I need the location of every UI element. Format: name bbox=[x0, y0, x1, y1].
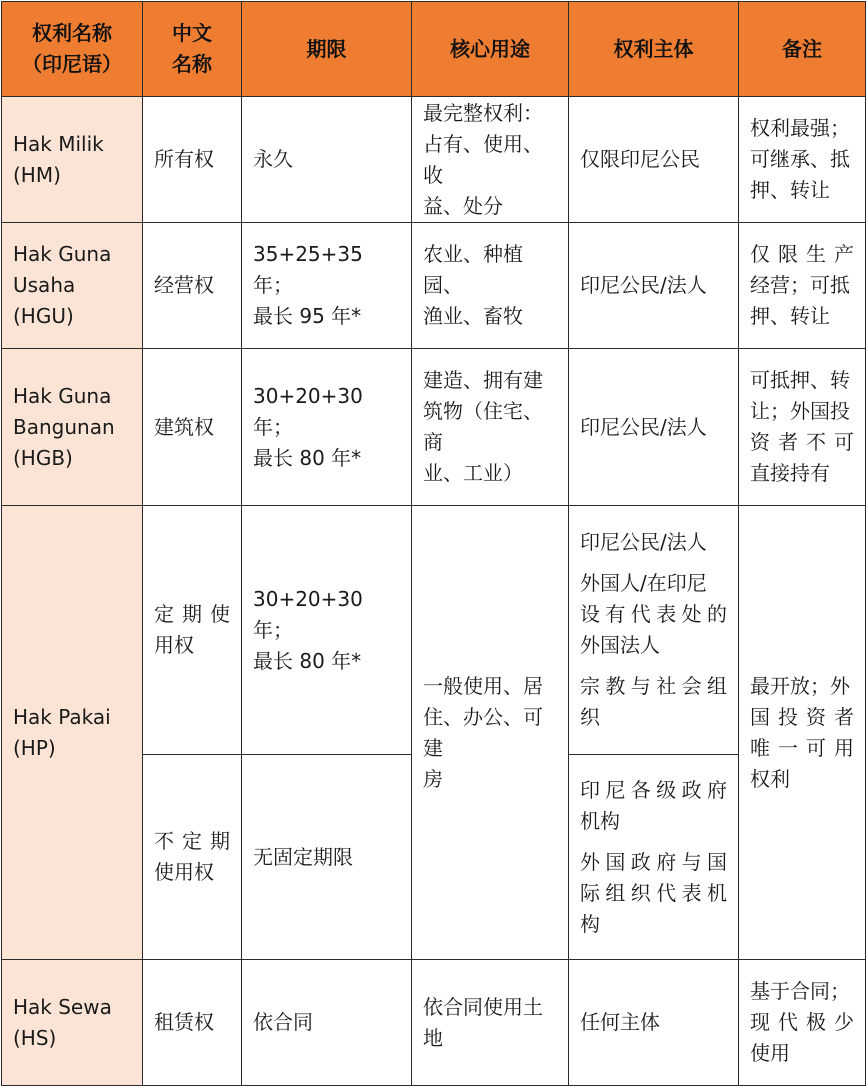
remarks-cell: 基于合同； 现代极少 使用 bbox=[739, 960, 866, 1086]
chinese-name-cell: 所有权 bbox=[143, 97, 242, 223]
core-use-cell: 农业、种植园、 渔业、畜牧 bbox=[412, 223, 569, 349]
subject-cell: 仅限印尼公民 bbox=[569, 97, 739, 223]
subject-list bbox=[580, 527, 727, 733]
subject-item: 外国政府与国 际组织代表机 构 bbox=[580, 849, 727, 936]
table-row-hm bbox=[2, 97, 866, 223]
subject-cell: 印尼公民/法人 bbox=[569, 223, 739, 349]
header-remarks: 备注 bbox=[739, 2, 866, 97]
right-name-cell: Hak Guna Usaha (HGU) bbox=[2, 223, 143, 349]
table-row-hp-fixed bbox=[2, 506, 866, 755]
remarks-cell: 可抵押、转 让；外国投 资者不可 直接持有 bbox=[739, 349, 866, 506]
chinese-name-cell: 经营权 bbox=[143, 223, 242, 349]
subject-item: 印尼各级政府 机构 bbox=[580, 777, 727, 833]
chinese-name-cell: 定期使 用权 bbox=[143, 506, 242, 755]
remarks-cell: 仅限生产 经营；可抵 押、转让 bbox=[739, 223, 866, 349]
term-cell: 30+20+30 年； 最长 80 年* bbox=[242, 349, 412, 506]
right-name-cell: Hak Guna Bangunan (HGB) bbox=[2, 349, 143, 506]
core-use-cell: 建造、拥有建 筑物（住宅、商 业、工业） bbox=[412, 349, 569, 506]
subject-cell bbox=[569, 506, 739, 755]
term-cell: 35+25+35 年； 最长 95 年* bbox=[242, 223, 412, 349]
header-row bbox=[2, 2, 866, 97]
header-chinese-name: 中文 名称 bbox=[143, 2, 242, 97]
subject-list bbox=[580, 775, 727, 940]
header-core-use: 核心用途 bbox=[412, 2, 569, 97]
term-cell: 30+20+30 年； 最长 80 年* bbox=[242, 506, 412, 755]
core-use-cell: 最完整权利： 占有、使用、收 益、处分 bbox=[412, 97, 569, 223]
right-name-cell: Hak Pakai (HP) bbox=[2, 506, 143, 960]
header-right-name: 权利名称 （印尼语） bbox=[2, 2, 143, 97]
table-row-hgb bbox=[2, 349, 866, 506]
header-term: 期限 bbox=[242, 2, 412, 97]
subject-item: 外国人/在印尼 设有代表处的 外国法人 bbox=[580, 571, 727, 657]
chinese-name-cell: 租赁权 bbox=[143, 960, 242, 1086]
land-rights-table bbox=[1, 1, 866, 1086]
term-cell: 依合同 bbox=[242, 960, 412, 1086]
core-use-cell: 依合同使用土 地 bbox=[412, 960, 569, 1086]
remarks-cell: 最开放；外 国投资者 唯一可用 权利 bbox=[739, 506, 866, 960]
term-cell: 永久 bbox=[242, 97, 412, 223]
remarks-cell: 权利最强； 可继承、抵 押、转让 bbox=[739, 97, 866, 223]
right-name-cell: Hak Milik (HM) bbox=[2, 97, 143, 223]
chinese-name-cell: 建筑权 bbox=[143, 349, 242, 506]
subject-cell bbox=[569, 755, 739, 960]
right-name-cell: Hak Sewa (HS) bbox=[2, 960, 143, 1086]
subject-item: 宗教与社会组 织 bbox=[580, 674, 727, 729]
table-row-hgu bbox=[2, 223, 866, 349]
subject-item: 印尼公民/法人 bbox=[580, 530, 707, 554]
subject-cell: 任何主体 bbox=[569, 960, 739, 1086]
table-row-hs bbox=[2, 960, 866, 1086]
header-subject: 权利主体 bbox=[569, 2, 739, 97]
chinese-name-cell: 不定期 使用权 bbox=[143, 755, 242, 960]
term-cell: 无固定期限 bbox=[242, 755, 412, 960]
subject-cell: 印尼公民/法人 bbox=[569, 349, 739, 506]
core-use-cell: 一般使用、居 住、办公、可建 房 bbox=[412, 506, 569, 960]
